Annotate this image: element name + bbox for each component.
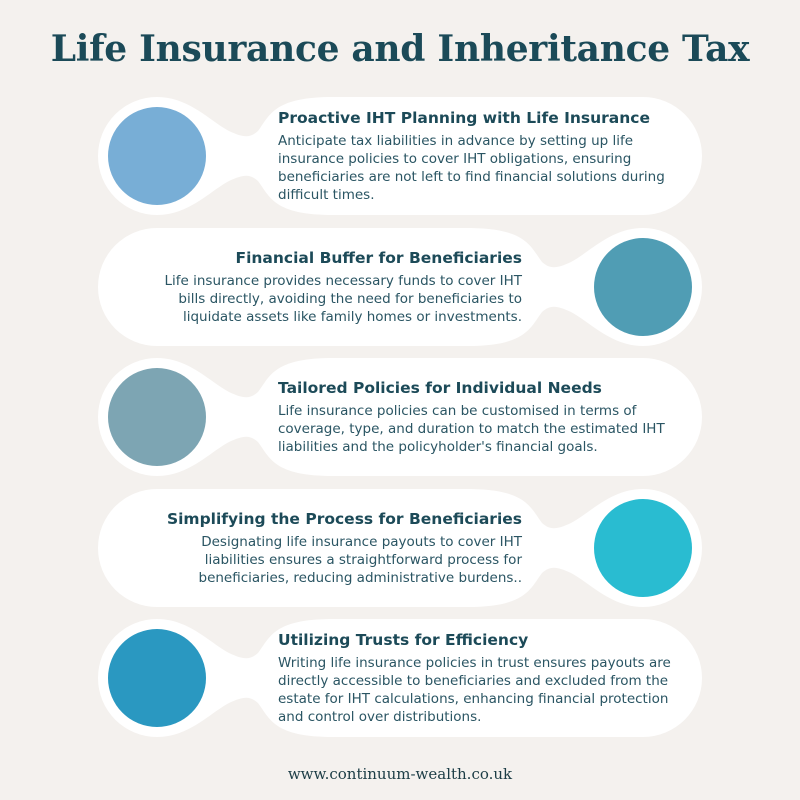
card-description: Life insurance policies can be customised in terms of coverage, type, and duration to match the estimated IHT liabilities and the policyholder's financial goals. [278, 402, 665, 455]
card-heading: Financial Buffer for Beneficiaries [235, 248, 522, 267]
card-heading: Proactive IHT Planning with Life Insurance [278, 108, 650, 127]
card-circle [108, 107, 206, 205]
card-description: Anticipate tax liabilities in advance by setting up life insurance policies to cover IHT obligations, ensuring beneficiaries are not left to find financial solutions during difficult times. [278, 132, 665, 203]
card-description: Designating life insurance payouts to cover IHT liabilities ensures a straightforward process for beneficiaries, reducing administrative burdens.. [198, 533, 522, 586]
card-tailored-policies [98, 358, 702, 476]
card-heading: Simplifying the Process for Beneficiaries [166, 509, 522, 528]
website-link[interactable]: www.continuum-wealth.co.uk [287, 765, 513, 783]
card-utilizing-trusts [98, 619, 702, 737]
card-circle [594, 238, 692, 336]
page-title: Life Insurance and Inheritance Tax [50, 28, 750, 70]
card-simplifying-process [98, 489, 702, 607]
card-circle [108, 629, 206, 727]
card-circle [594, 499, 692, 597]
card-description: Writing life insurance policies in trust ensures payouts are directly accessible to beneficiaries and excluded from the estate for IHT calculations, enhancing financial protection and control over distributions. [278, 654, 671, 725]
card-financial-buffer [98, 228, 702, 346]
card-circle [108, 368, 206, 466]
card-heading: Tailored Policies for Individual Needs [278, 378, 602, 397]
card-heading: Utilizing Trusts for Efficiency [278, 630, 529, 649]
card-description: Life insurance provides necessary funds to cover IHT bills directly, avoiding the need for beneficiaries to liquidate assets like family homes or investments. [164, 272, 522, 325]
card-proactive-iht-planning [98, 97, 702, 215]
